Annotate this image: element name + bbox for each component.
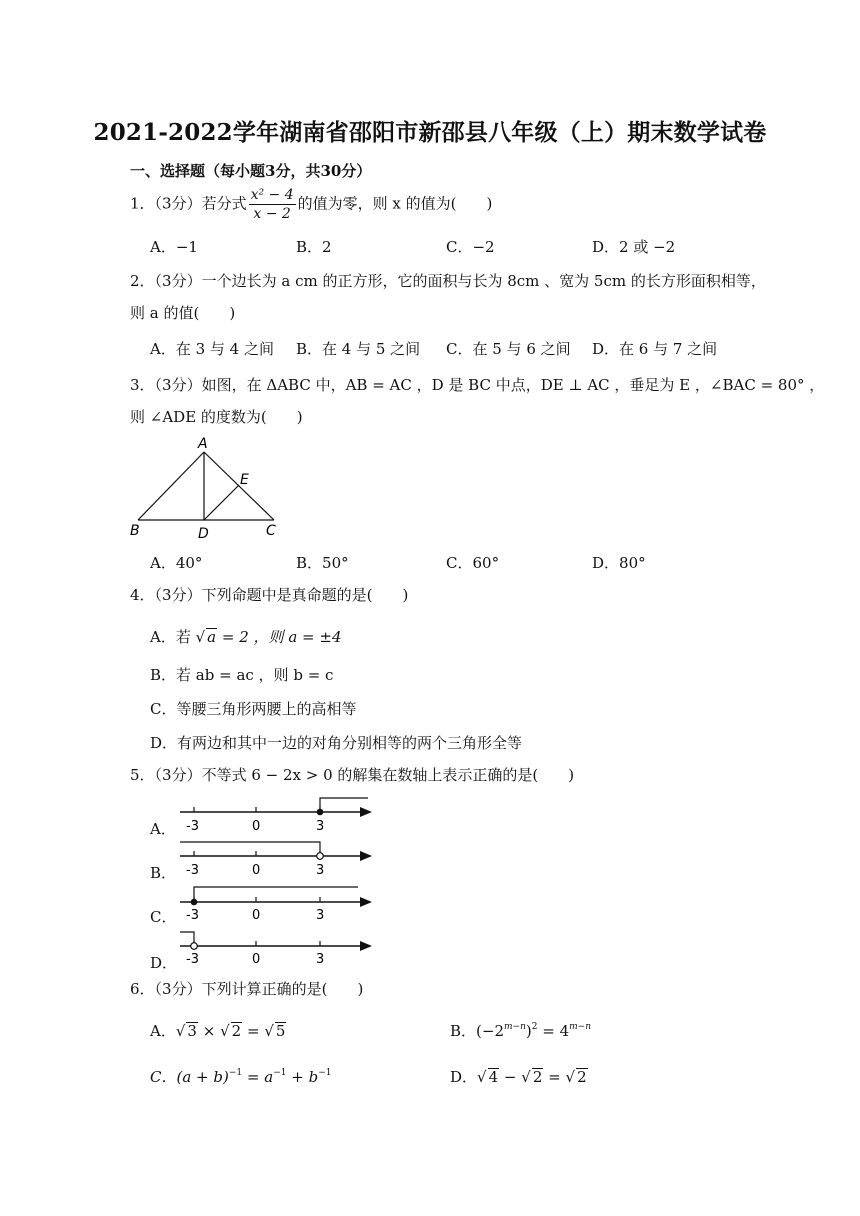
tick-label: 3 (316, 908, 325, 923)
q6-c-base: C．(a + b) (150, 1068, 229, 1086)
question-2-line-2: 则 a 的值( ) (130, 304, 236, 322)
q6-d-equals: = (548, 1068, 561, 1086)
question-3-line-2: 则 ∠ADE 的度数为( ) (130, 408, 303, 426)
q6-a-equals: = (246, 1022, 260, 1040)
tick-label: 3 (316, 819, 325, 834)
q1-option-a: A．−1 (150, 238, 198, 256)
q4-option-c: C．等腰三角形两腰上的高相等 (150, 700, 357, 718)
tick-label: -3 (186, 908, 199, 923)
q6-b-rhs: = 4 (542, 1022, 570, 1040)
q6-a-letter: A． (150, 1022, 176, 1040)
question-5-stem: 5．（3分）不等式 6 − 2x > 0 的解集在数轴上表示正确的是( ) (130, 766, 575, 784)
tick-label: 3 (316, 863, 325, 878)
tick-label: 0 (252, 819, 261, 834)
q2-option-c: C．在 5 与 6 之间 (446, 340, 571, 358)
tick-label: -3 (186, 819, 199, 834)
question-2-line-1: 2．（3分）一个边长为 a cm 的正方形，它的面积与长为 8cm 、宽为 5cm 的长方形面积相等， (130, 272, 766, 290)
question-4-stem: 4．（3分）下列命题中是真命题的是( ) (130, 586, 409, 604)
q3-option-b: B．50° (296, 554, 349, 572)
q4-a-radicand: a (207, 628, 217, 646)
q6-d-letter: D． (450, 1068, 478, 1086)
tick-label: -3 (186, 952, 199, 967)
q4-option-d: D．有两边和其中一边的对角分别相等的两个三角形全等 (150, 734, 523, 752)
q5-number-line-a (176, 796, 376, 836)
tick-label: 0 (252, 863, 261, 878)
q6-a-rad-3: 5 (275, 1022, 286, 1040)
segment-de (204, 485, 239, 520)
question-3-line-1: 3．（3分）如图，在 ΔABC 中，AB = AC ，D 是 BC 中点，DE ⊥ AC ，垂足为 E ，∠BAC = 80° ， (130, 376, 825, 394)
label-e: E (240, 472, 249, 488)
q2-option-a: A．在 3 与 4 之间 (150, 340, 274, 358)
q6-a-rad-2: 2 (231, 1022, 242, 1040)
section-heading: 一、选择题（每小题3分，共30分） (130, 162, 372, 180)
q5-number-line-d (176, 928, 376, 968)
q5-option-b-letter: B． (150, 864, 177, 882)
q6-option-c (150, 1066, 331, 1087)
label-b: B (130, 523, 140, 539)
question-1-stem (130, 186, 492, 223)
q1-frac-denominator: x − 2 (253, 206, 291, 222)
q1-frac-numerator: x² − 4 (250, 187, 294, 203)
q6-a-times: × (202, 1022, 216, 1040)
label-d: D (198, 526, 209, 542)
q6-b-square: 2 (531, 1022, 538, 1032)
q6-b-base: B．(−2 (450, 1022, 504, 1040)
q5-option-d-letter: D． (150, 954, 178, 972)
q5-number-line-b (176, 840, 376, 880)
q2-option-b: B．在 4 与 5 之间 (296, 340, 421, 358)
q1-suffix: 的值为零，则 x 的值为( ) (297, 194, 493, 213)
page-title: 2021-2022学年湖南省邵阳市新邵县八年级（上）期末数学试卷 (93, 119, 767, 146)
q6-a-rad-1: 3 (187, 1022, 197, 1040)
q4-a-prefix: A．若 (150, 628, 191, 646)
q4-option-a: A．若 √ a = 2 ，则 a = ±4 (150, 628, 342, 646)
q6-c-exp-1: −1 (228, 1068, 243, 1078)
q1-option-d: D．2 或 −2 (592, 238, 676, 256)
q4-a-rest: = 2 ，则 a = ±4 (221, 628, 342, 646)
q1-option-c: C．−2 (446, 238, 495, 256)
q6-b-exp-1: m−n (504, 1022, 526, 1032)
q1-option-b: B．2 (296, 238, 332, 256)
q5-number-line-c (176, 884, 376, 924)
q3-option-a: A．40° (150, 554, 203, 572)
label-c: C (266, 523, 276, 539)
q5-option-c-letter: C． (150, 908, 177, 926)
q6-option-a: A．√ 3 × √ 2 = √ 5 (150, 1022, 286, 1040)
segment-ab (138, 452, 204, 520)
q4-option-b: B．若 ab = ac ，则 b = c (150, 666, 334, 684)
q1-fraction (249, 186, 296, 223)
tick-label: -3 (186, 863, 199, 878)
q6-c-exp-3: −1 (318, 1068, 332, 1078)
q6-d-rad-3: 2 (577, 1068, 587, 1086)
q6-b-exp-2: m−n (569, 1022, 592, 1032)
q1-prefix: 1．（3分）若分式 (130, 194, 247, 213)
q6-option-b (450, 1020, 591, 1041)
q6-c-b: + b (291, 1068, 319, 1086)
q6-d-rad-2: 2 (532, 1068, 543, 1086)
tick-label: 0 (252, 952, 261, 967)
tick-label: 3 (316, 952, 325, 967)
q6-b-paren: ) (525, 1022, 532, 1040)
q6-c-exp-2: −1 (273, 1068, 287, 1078)
q6-d-minus: − (503, 1068, 517, 1086)
q6-option-d: D．√ 4 − √ 2 = √ 2 (450, 1068, 587, 1086)
tick-label: 0 (252, 908, 261, 923)
q5-option-a-letter: A． (150, 820, 176, 838)
label-a: A (198, 436, 208, 452)
q3-option-d: D．80° (592, 554, 646, 572)
q6-c-a: = a (246, 1068, 274, 1086)
q6-d-rad-1: 4 (488, 1068, 499, 1086)
question-6-stem: 6．（3分）下列计算正确的是( ) (130, 980, 364, 998)
q3-triangle-figure (128, 434, 288, 544)
q3-option-c: C．60° (446, 554, 500, 572)
q2-option-d: D．在 6 与 7 之间 (592, 340, 718, 358)
